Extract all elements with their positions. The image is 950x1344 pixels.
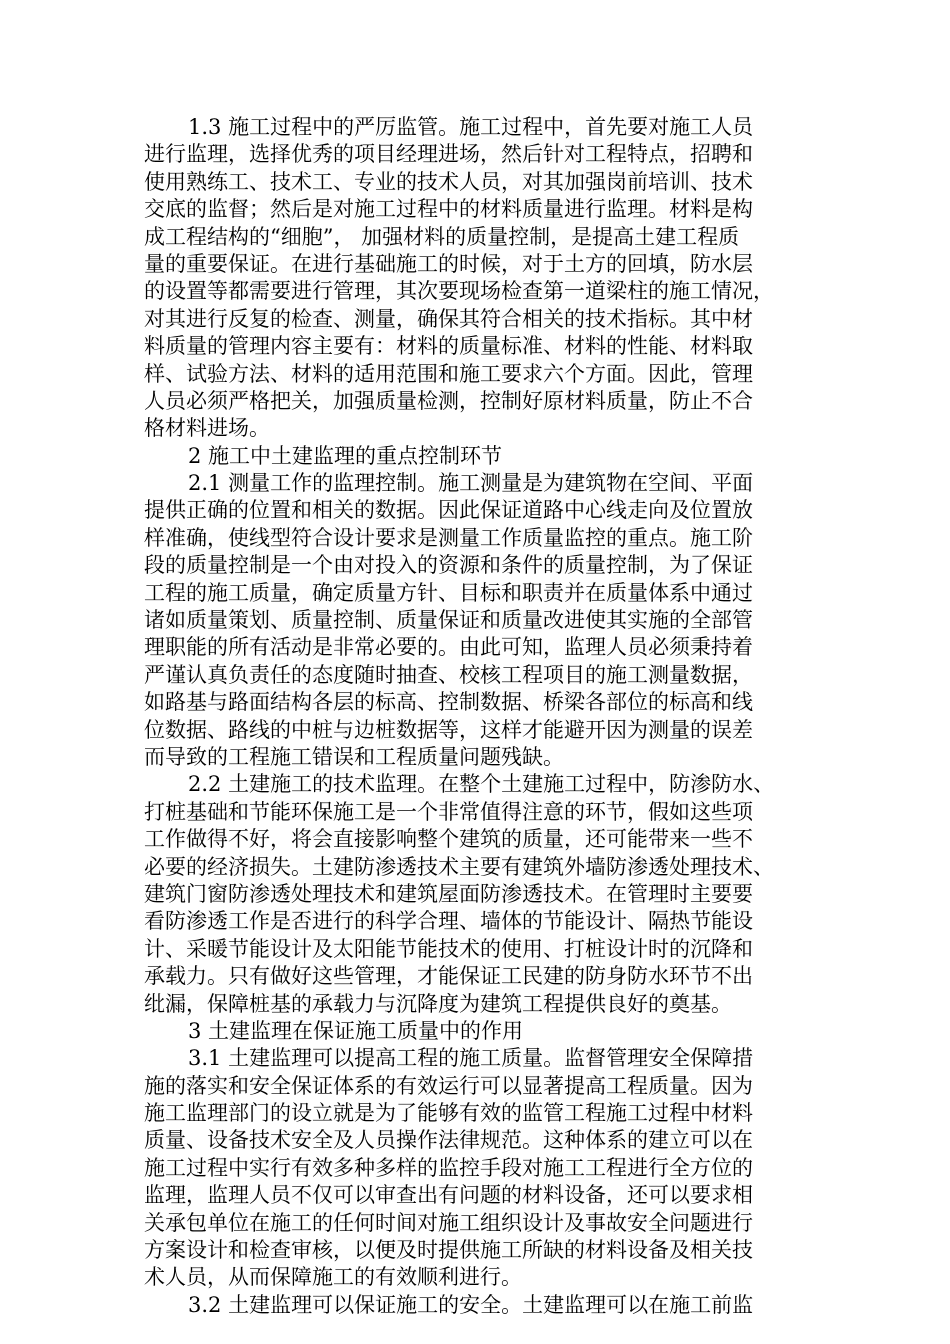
text-line: 方案设计和检查审核，以便及时提供施工所缺的材料设备及相关技 [144,1238,753,1263]
text-line: 施的落实和安全保证体系的有效运行可以显著提高工程质量。因为 [144,1073,753,1098]
text-line: 打桩基础和节能环保施工是一个非常值得注意的环节，假如这些项 [144,799,753,824]
text-line: 施工过程中实行有效多种多样的监控手段对施工工程进行全方位的 [144,1155,753,1180]
text-line: 段的质量控制是一个由对投入的资源和条件的质量控制，为了保证 [144,553,753,578]
text-line: 样准确，使线型符合设计要求是测量工作质量监控的重点。施工阶 [144,525,753,550]
text-line: 而导致的工程施工错误和工程质量问题残缺。 [144,744,564,769]
text-line: 料质量的管理内容主要有：材料的质量标准、材料的性能、材料取 [144,334,753,359]
text-line: 工程的施工质量，确定质量方针、目标和职责并在质量体系中通过 [144,580,753,605]
text-line: 进行监理，选择优秀的项目经理进场，然后针对工程特点，招聘和 [144,142,753,167]
text-line: 如路基与路面结构各层的标高、控制数据、桥梁各部位的标高和线 [144,690,753,715]
text-line: 提供正确的位置和相关的数据。因此保证道路中心线走向及位置放 [144,498,753,523]
text-line: 工作做得不好，将会直接影响整个建筑的质量，还可能带来一些不 [144,827,753,852]
text-line: 理职能的所有活动是非常必要的。由此可知，监理人员必须秉持着 [144,635,753,660]
text-line: 术人员，从而保障施工的有效顺利进行。 [144,1265,522,1290]
text-line: 纰漏，保障桩基的承载力与沉降度为建筑工程提供良好的奠基。 [144,991,732,1016]
text-line: 对其进行反复的检查、测量，确保其符合相关的技术指标。其中材 [144,306,753,331]
text-line: 2 施工中土建监理的重点控制环节 [188,443,503,468]
text-line: 3 土建监理在保证施工质量中的作用 [188,1018,524,1043]
text-line: 质量、设备技术安全及人员操作法律规范。这种体系的建立可以在 [144,1128,753,1153]
text-line: 交底的监督；然后是对施工过程中的材料质量进行监理。材料是构 [144,197,753,222]
text-line: 计、采暖节能设计及太阳能节能技术的使用、打桩设计时的沉降和 [144,936,753,961]
text-line: 承载力。只有做好这些管理，才能保证工民建的防身防水环节不出 [144,964,753,989]
document-page [144,114,804,1319]
text-line: 的设置等都需要进行管理，其次要现场检查第一道梁柱的施工情况， [144,279,774,304]
text-line: 位数据、路线的中桩与边桩数据等，这样才能避开因为测量的误差 [144,717,753,742]
text-line: 3.2 土建监理可以保证施工的安全。土建监理可以在施工前监 [188,1292,754,1317]
text-line: 3.1 土建监理可以提高工程的施工质量。监督管理安全保障措 [188,1046,754,1071]
text-line: 使用熟练工、技术工、专业的技术人员，对其加强岗前培训、技术 [144,169,753,194]
text-line: 必要的经济损失。土建防渗透技术主要有建筑外墙防渗透处理技术、 [144,854,774,879]
text-line: 看防渗透工作是否进行的科学合理、墙体的节能设计、隔热节能设 [144,909,753,934]
text-line: 1.3 施工过程中的严厉监管。施工过程中，首先要对施工人员 [188,115,754,139]
text-line: 2.1 测量工作的监理控制。施工测量是为建筑物在空间、平面 [188,471,754,496]
text-line: 关承包单位在施工的任何时间对施工组织设计及事故安全问题进行 [144,1210,753,1235]
text-line: 2.2 土建施工的技术监理。在整个土建施工过程中，防渗防水、 [188,772,775,797]
text-line: 严谨认真负责任的态度随时抽查、校核工程项目的施工测量数据， [144,662,753,687]
text-line: 施工监理部门的设立就是为了能够有效的监管工程施工过程中材料 [144,1101,753,1126]
text-line: 监理，监理人员不仅可以审查出有问题的材料设备，还可以要求相 [144,1183,753,1208]
text-line: 建筑门窗防渗透处理技术和建筑屋面防渗透技术。在管理时主要要 [144,881,753,906]
text-line: 格材料进场。 [144,416,270,441]
text-line: 成工程结构的“细胞”， 加强材料的质量控制，是提高土建工程质 [144,224,740,249]
text-line: 人员必须严格把关，加强质量检测，控制好原材料质量，防止不合 [144,388,753,413]
text-line: 诸如质量策划、质量控制、质量保证和质量改进使其实施的全部管 [144,608,753,633]
text-line: 样、试验方法、材料的适用范围和施工要求六个方面。因此，管理 [144,361,753,386]
text-line: 量的重要保证。在进行基础施工的时候，对于土方的回填，防水层 [144,251,753,276]
